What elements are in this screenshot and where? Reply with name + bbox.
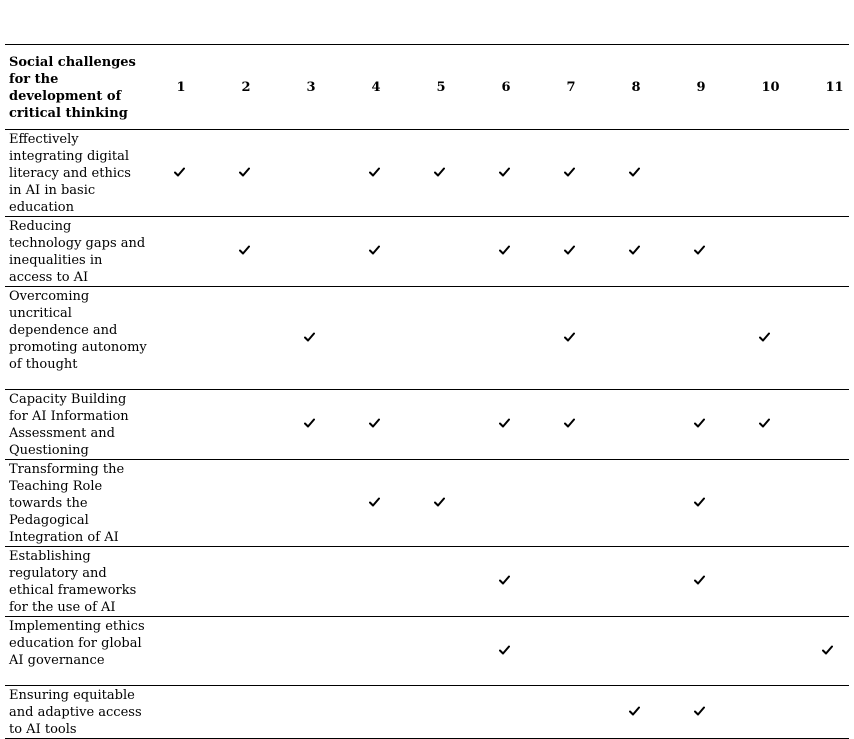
table-header-row [5, 45, 849, 130]
column-number: 8 [631, 79, 641, 95]
cell-col-11 [800, 130, 849, 217]
check-mark-icon [629, 706, 640, 716]
row-label: Establishing regulatory and ethical frameworks for the use of AI [9, 549, 137, 615]
cell-col-8 [607, 130, 672, 217]
cell-col-11 [800, 617, 849, 686]
cell-col-8 [607, 217, 672, 287]
column-header-8 [607, 45, 672, 130]
check-mark-icon [822, 645, 833, 655]
column-header-11 [800, 45, 849, 130]
cell-col-9 [672, 686, 737, 739]
cell-col-1 [152, 217, 217, 287]
column-number: 2 [241, 79, 251, 95]
cell-col-4 [347, 287, 412, 390]
cell-col-6 [477, 287, 542, 390]
row-label: Implementing ethics education for global AI governance [9, 619, 145, 668]
cell-col-2 [217, 130, 282, 217]
cell-col-11 [800, 686, 849, 739]
cell-col-1 [152, 547, 217, 617]
cell-col-1 [152, 617, 217, 686]
cell-col-2 [217, 686, 282, 739]
check-mark-icon [499, 167, 510, 177]
column-number: 5 [436, 79, 446, 95]
cell-col-2 [217, 547, 282, 617]
row-label: Ensuring equitable and adaptive access to AI tools [9, 688, 142, 737]
cell-col-2 [217, 617, 282, 686]
check-mark-icon [369, 245, 380, 255]
cell-col-4 [347, 686, 412, 739]
column-header-10 [737, 45, 801, 130]
cell-col-5 [412, 287, 477, 390]
cell-col-7 [542, 217, 607, 287]
check-mark-icon [239, 245, 250, 255]
check-mark-icon [239, 167, 250, 177]
cell-col-7 [542, 686, 607, 739]
column-header-5 [412, 45, 477, 130]
column-header-4 [347, 45, 412, 130]
cell-col-10 [737, 287, 801, 390]
cell-col-3 [282, 460, 347, 547]
check-mark-icon [694, 706, 705, 716]
check-mark-icon [629, 167, 640, 177]
column-number: 6 [501, 79, 511, 95]
cell-col-6 [477, 460, 542, 547]
cell-col-7 [542, 287, 607, 390]
cell-col-1 [152, 287, 217, 390]
cell-col-1 [152, 686, 217, 739]
cell-col-5 [412, 460, 477, 547]
cell-col-9 [672, 217, 737, 287]
cell-col-9 [672, 617, 737, 686]
column-header-6 [477, 45, 542, 130]
cell-col-9 [672, 390, 737, 460]
cell-col-11 [800, 460, 849, 547]
check-mark-icon [564, 332, 575, 342]
cell-col-5 [412, 617, 477, 686]
check-mark-icon [694, 245, 705, 255]
table-row [5, 390, 849, 460]
cell-col-8 [607, 287, 672, 390]
row-label: Reducing technology gaps and inequalities in access to AI [9, 219, 146, 285]
cell-col-4 [347, 390, 412, 460]
check-mark-icon [434, 497, 445, 507]
cell-col-3 [282, 130, 347, 217]
cell-col-1 [152, 460, 217, 547]
cell-col-3 [282, 686, 347, 739]
cell-col-7 [542, 390, 607, 460]
cell-col-4 [347, 217, 412, 287]
cell-col-6 [477, 617, 542, 686]
row-label: Overcoming uncritical dependence and promoting autonomy of thought [9, 289, 147, 372]
column-number: 3 [306, 79, 316, 95]
cell-col-5 [412, 686, 477, 739]
cell-col-10 [737, 547, 801, 617]
table-row [5, 460, 849, 547]
check-mark-icon [564, 245, 575, 255]
cell-col-3 [282, 547, 347, 617]
challenges-table [5, 44, 849, 739]
column-header-2 [217, 45, 282, 130]
cell-col-9 [672, 287, 737, 390]
check-mark-icon [694, 418, 705, 428]
check-mark-icon [564, 418, 575, 428]
cell-col-11 [800, 547, 849, 617]
cell-col-4 [347, 130, 412, 217]
check-mark-icon [564, 167, 575, 177]
column-header-7 [542, 45, 607, 130]
check-mark-icon [174, 167, 185, 177]
header-first-column: Social challenges for the development of critical thinking [9, 55, 136, 121]
cell-col-2 [217, 460, 282, 547]
cell-col-2 [217, 217, 282, 287]
cell-col-5 [412, 217, 477, 287]
check-mark-icon [499, 245, 510, 255]
cell-col-10 [737, 130, 801, 217]
cell-col-9 [672, 130, 737, 217]
cell-col-8 [607, 390, 672, 460]
check-mark-icon [369, 418, 380, 428]
column-number: 11 [825, 79, 844, 95]
cell-col-8 [607, 686, 672, 739]
column-number: 9 [696, 79, 706, 95]
cell-col-10 [737, 460, 801, 547]
column-number: 10 [761, 79, 780, 95]
check-mark-icon [694, 497, 705, 507]
cell-col-4 [347, 460, 412, 547]
cell-col-10 [737, 217, 801, 287]
column-number: 4 [371, 79, 381, 95]
cell-col-8 [607, 460, 672, 547]
table-row [5, 287, 849, 390]
cell-col-8 [607, 547, 672, 617]
check-mark-icon [629, 245, 640, 255]
check-mark-icon [499, 645, 510, 655]
cell-col-11 [800, 390, 849, 460]
cell-col-3 [282, 617, 347, 686]
check-mark-icon [434, 167, 445, 177]
table-row [5, 686, 849, 739]
row-label: Capacity Building for AI Information Assessment and Questioning [9, 392, 129, 458]
check-mark-icon [499, 575, 510, 585]
cell-col-7 [542, 460, 607, 547]
cell-col-5 [412, 130, 477, 217]
cell-col-9 [672, 547, 737, 617]
cell-col-5 [412, 390, 477, 460]
cell-col-6 [477, 390, 542, 460]
check-mark-icon [304, 418, 315, 428]
cell-col-6 [477, 547, 542, 617]
cell-col-9 [672, 460, 737, 547]
row-label: Effectively integrating digital literacy and ethics in AI in basic education [9, 132, 131, 215]
check-mark-icon [694, 575, 705, 585]
check-mark-icon [759, 418, 770, 428]
row-label: Transforming the Teaching Role towards the Pedagogical Integration of AI [9, 462, 125, 545]
table-row [5, 617, 849, 686]
column-header-3 [282, 45, 347, 130]
cell-col-7 [542, 617, 607, 686]
cell-col-10 [737, 686, 801, 739]
check-mark-icon [369, 497, 380, 507]
cell-col-11 [800, 287, 849, 390]
table-row [5, 130, 849, 217]
column-number: 1 [176, 79, 186, 95]
cell-col-2 [217, 287, 282, 390]
table-row [5, 547, 849, 617]
cell-col-8 [607, 617, 672, 686]
check-mark-icon [499, 418, 510, 428]
cell-col-10 [737, 617, 801, 686]
column-header-1 [152, 45, 217, 130]
cell-col-5 [412, 547, 477, 617]
cell-col-6 [477, 130, 542, 217]
cell-col-4 [347, 547, 412, 617]
cell-col-6 [477, 686, 542, 739]
cell-col-2 [217, 390, 282, 460]
check-mark-icon [304, 332, 315, 342]
cell-col-1 [152, 130, 217, 217]
cell-col-3 [282, 287, 347, 390]
check-mark-icon [369, 167, 380, 177]
cell-col-7 [542, 547, 607, 617]
cell-col-6 [477, 217, 542, 287]
cell-col-4 [347, 617, 412, 686]
cell-col-1 [152, 390, 217, 460]
cell-col-10 [737, 390, 801, 460]
column-header-9 [672, 45, 737, 130]
cell-col-3 [282, 217, 347, 287]
check-mark-icon [759, 332, 770, 342]
cell-col-3 [282, 390, 347, 460]
cell-col-11 [800, 217, 849, 287]
column-number: 7 [566, 79, 576, 95]
cell-col-7 [542, 130, 607, 217]
table-row [5, 217, 849, 287]
